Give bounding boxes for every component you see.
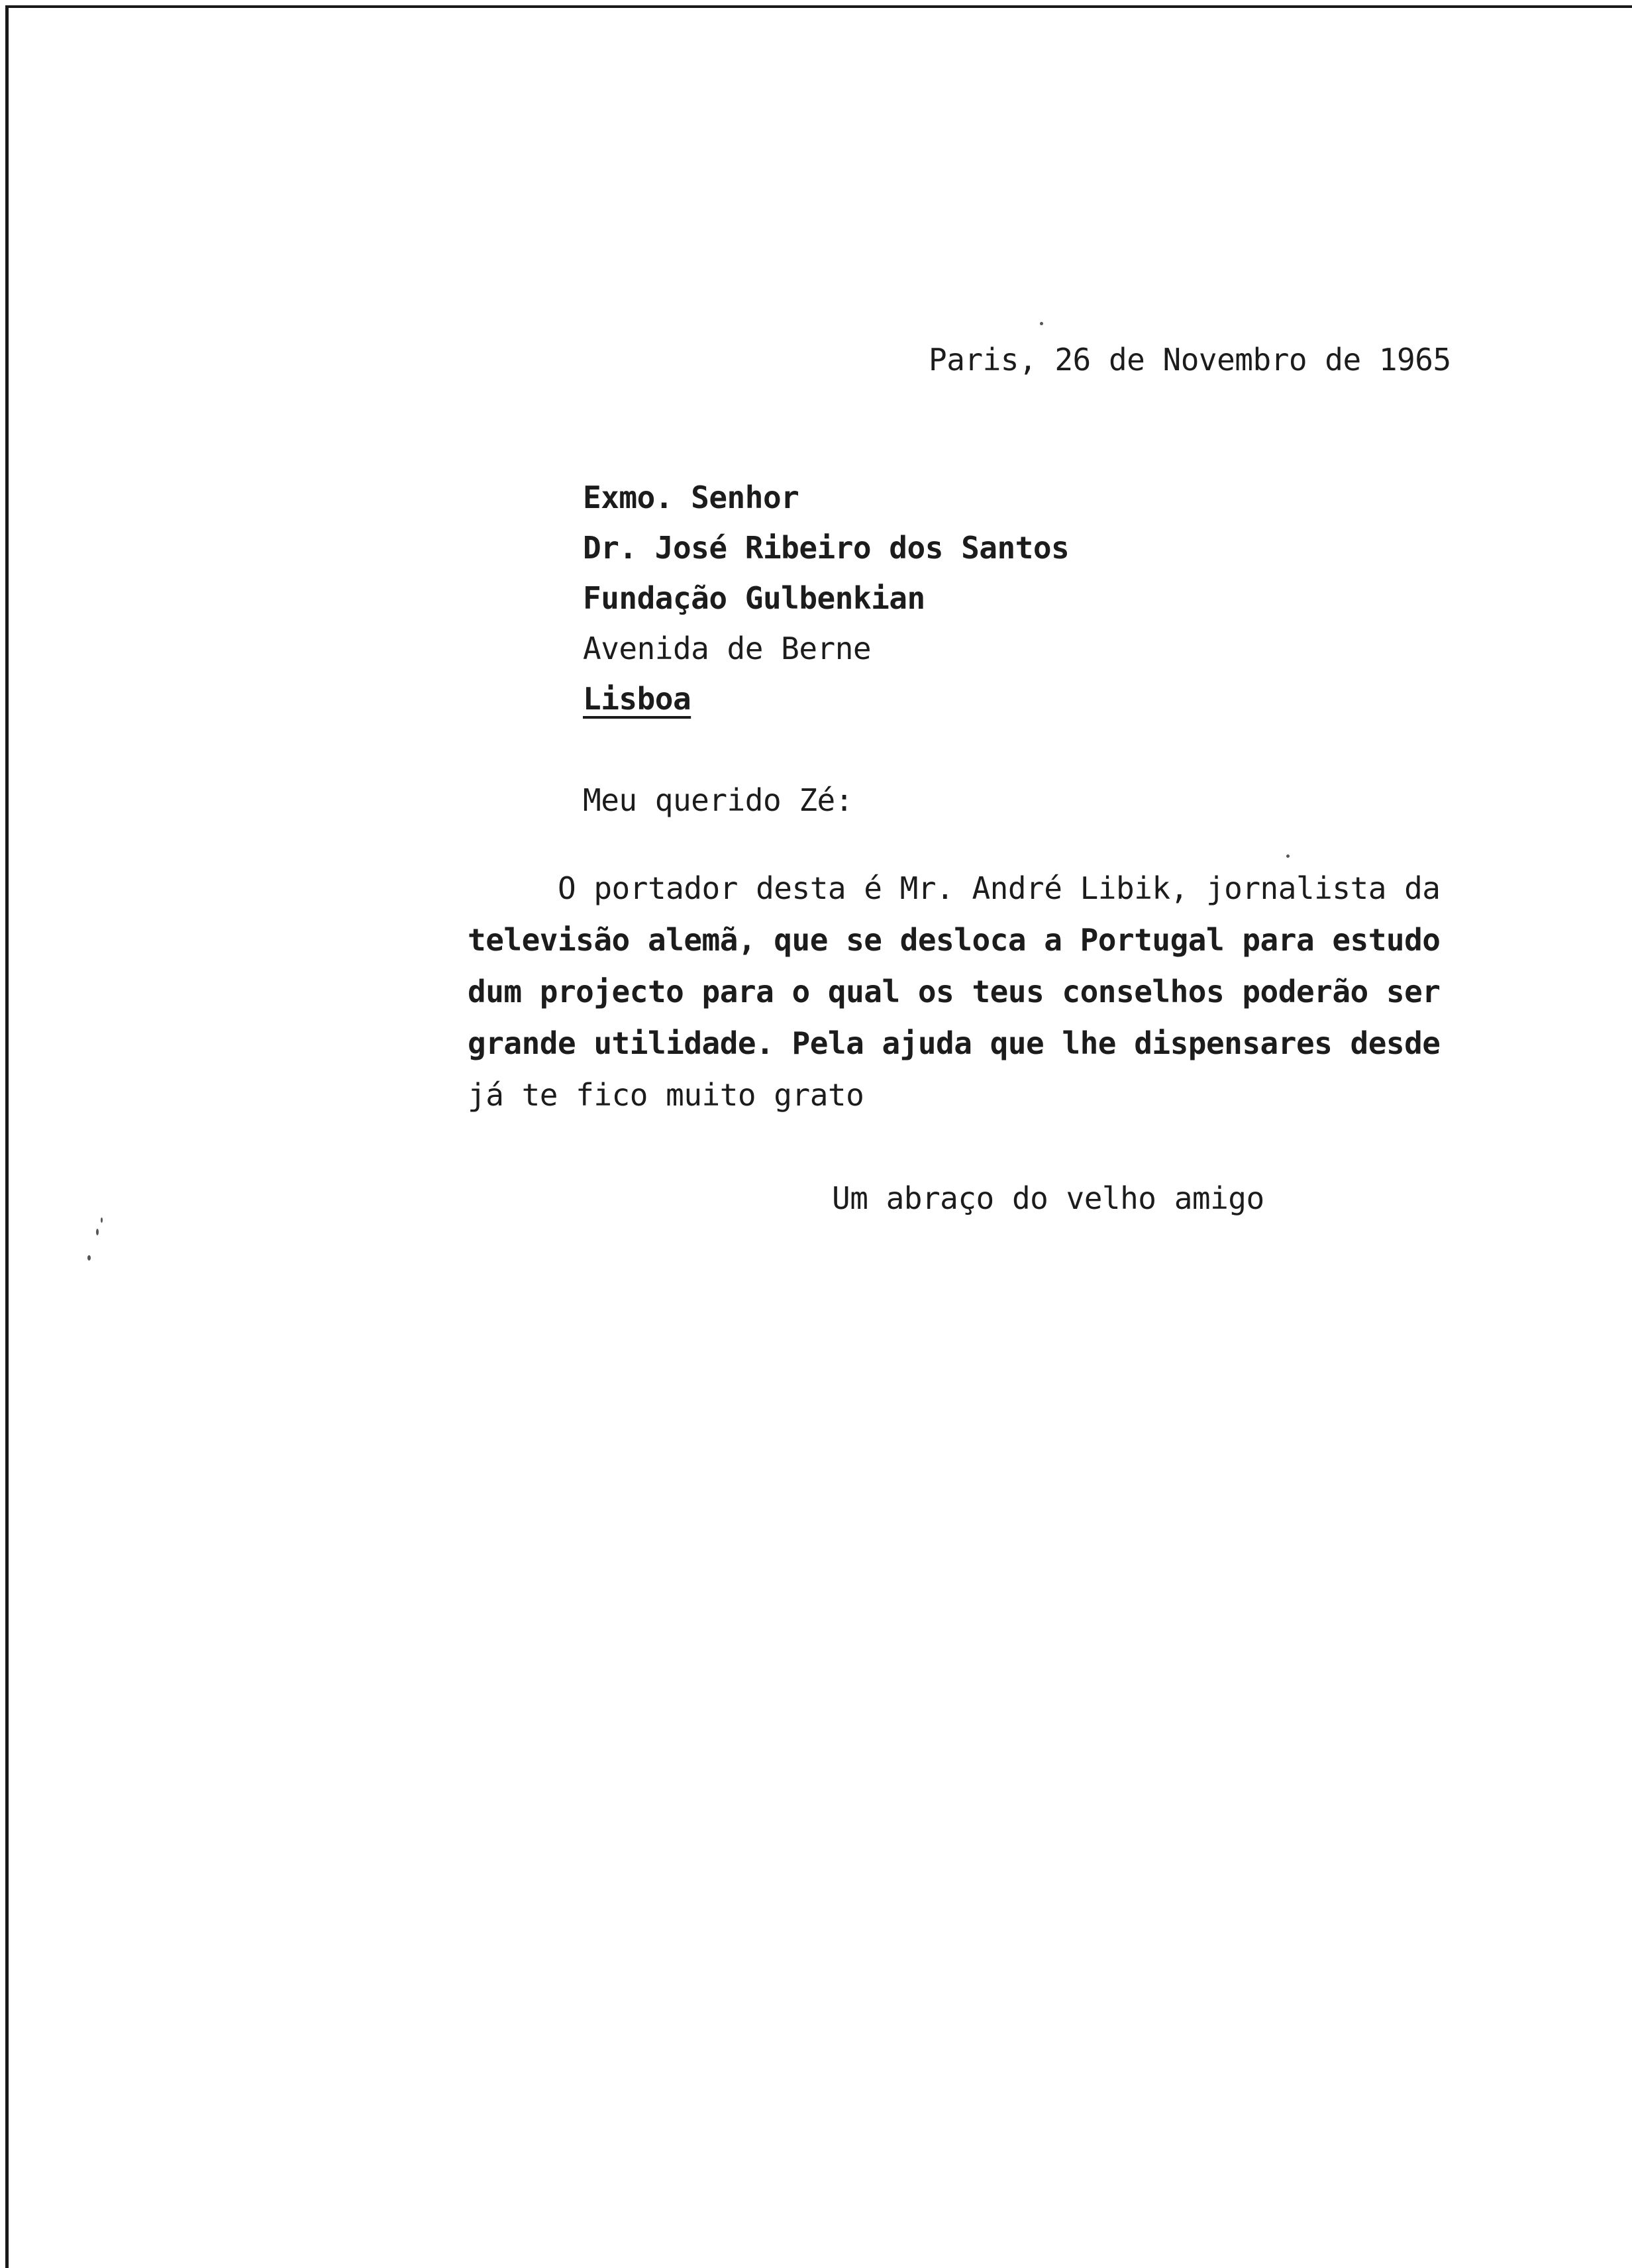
scan-edge-left: [5, 5, 9, 2268]
scan-speck: [1040, 322, 1043, 325]
recipient-name: Dr. José Ribeiro dos Santos: [583, 530, 1070, 566]
body-line: televisão alemã, que se desloca a Portugal para estudo: [468, 922, 1441, 958]
recipient-organization: Fundação Gulbenkian: [583, 580, 925, 616]
recipient-city: Lisboa: [583, 681, 691, 717]
scan-speck: [1286, 854, 1290, 858]
greeting: Meu querido Zé:: [583, 782, 853, 818]
date-line: Paris, 26 de Novembro de 1965: [929, 342, 1451, 378]
scan-speck: [96, 1229, 99, 1235]
body-line: dum projecto para o qual os teus conselhos poderão ser: [468, 974, 1441, 1009]
scan-edge-top: [5, 5, 1632, 8]
recipient-street: Avenida de Berne: [583, 631, 872, 666]
closing-line: Um abraço do velho amigo: [832, 1180, 1264, 1216]
scan-speck: [87, 1255, 91, 1261]
body-line: O portador desta é Mr. André Libik, jornalista da: [468, 870, 1441, 906]
recipient-title: Exmo. Senhor: [583, 480, 799, 515]
scan-speck: [101, 1217, 103, 1223]
body-line: grande utilidade. Pela ajuda que lhe dispensares desde: [468, 1025, 1441, 1061]
body-line: já te fico muito grato: [468, 1077, 864, 1113]
